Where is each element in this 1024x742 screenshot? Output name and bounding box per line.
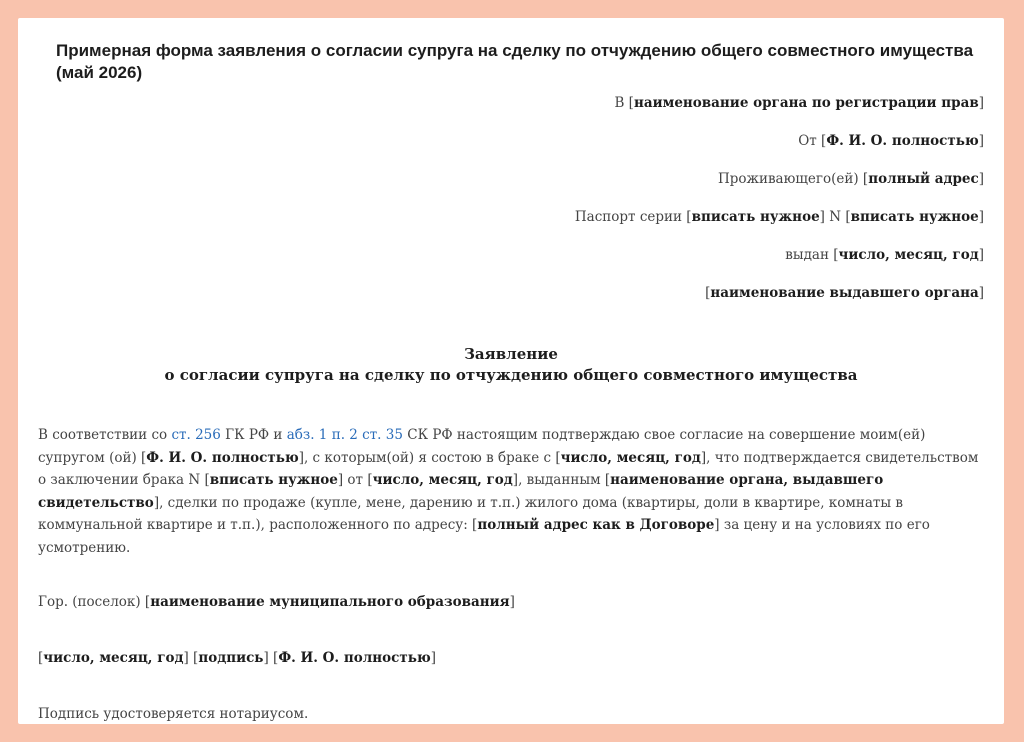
signature-line <box>38 649 984 667</box>
residence-line <box>38 170 984 188</box>
placeholder-text: подпись <box>198 650 264 666</box>
placeholder-text: наименование муниципального образования <box>150 594 510 610</box>
placeholder-text: число, месяц, год <box>560 449 701 466</box>
text: ] <box>978 95 984 111</box>
text: От [ <box>798 133 827 149</box>
placeholder-text: полный адрес как в Договоре <box>477 517 715 533</box>
text: ] от [ <box>337 472 373 488</box>
placeholder-text: Ф. И. О. полностью <box>826 133 979 149</box>
placeholder-text: вписать нужное <box>850 209 979 225</box>
placeholder-text: полный адрес <box>868 171 979 187</box>
text: [ <box>705 285 711 301</box>
text: выдан [ <box>785 247 839 263</box>
issued-date-line <box>38 246 984 264</box>
document <box>38 40 984 723</box>
family-code-link[interactable]: абз. 1 п. 2 ст. 35 <box>286 427 403 443</box>
text: ], сделки по продаже (купле, мене, дарению и т.п.) жилого дома (квартиры, доли в квартире, комнаты в коммунальной квартире и т.п.), расположенного по адресу: [ <box>38 494 903 533</box>
text: ] <box>978 247 984 263</box>
placeholder-text: вписать нужное <box>209 472 338 488</box>
text: ], с которым(ой) я состою в браке с [ <box>298 449 561 466</box>
text: ] <box>978 209 984 225</box>
statement-title: Заявление <box>464 345 558 363</box>
text: ГК РФ и <box>220 427 287 443</box>
sender-line <box>38 132 984 150</box>
text: ] <box>978 133 984 149</box>
placeholder-text: число, месяц, год <box>838 247 979 263</box>
addressee-block <box>38 94 984 302</box>
text: В [ <box>614 95 634 111</box>
placeholder-text: наименование выдавшего органа <box>710 285 979 301</box>
text: Проживающего(ей) [ <box>718 171 869 187</box>
placeholder-text: Ф. И. О. полностью <box>278 650 431 666</box>
statement-heading <box>38 344 984 386</box>
notary-note: Подпись удостоверяется нотариусом. <box>38 706 309 722</box>
placeholder-text: Ф. И. О. полностью <box>146 449 299 466</box>
placeholder-text: число, месяц, год <box>372 472 513 488</box>
text: ], выданным [ <box>512 472 611 488</box>
text: Паспорт серии [ <box>574 209 692 225</box>
placeholder-text: наименование органа, выдавшего свидетельство <box>38 472 884 511</box>
text: СК РФ настоящим подтверждаю свое согласие на совершение моим(ей) супругом (ой) [ <box>38 427 926 466</box>
placeholder-text: число, месяц, год <box>43 650 184 666</box>
passport-line <box>38 208 984 226</box>
city-line <box>38 593 984 611</box>
document-frame <box>18 18 1004 724</box>
text: ] за цену и на условиях по его усмотрению. <box>38 517 930 556</box>
placeholder-text: вписать нужное <box>691 209 820 225</box>
text: ] N [ <box>819 209 851 225</box>
document-title: Примерная форма заявления о согласии супруга на сделку по отчуждению общего совместного имущества (май 2026) <box>56 41 974 82</box>
text: ], что подтверждается свидетельством о заключении брака N [ <box>38 449 979 488</box>
statement-body <box>38 424 984 559</box>
text: Гор. (поселок) [ <box>38 594 151 610</box>
issuer-line <box>38 284 984 302</box>
text: ] <box>978 285 984 301</box>
civil-code-link[interactable]: ст. 256 <box>171 427 221 443</box>
text: ] <box>430 650 436 666</box>
text: ] [ <box>263 650 279 666</box>
statement-subtitle: о согласии супруга на сделку по отчуждению общего совместного имущества <box>164 366 858 384</box>
placeholder-text: наименование органа по регистрации прав <box>633 95 979 111</box>
text: В соответствии со <box>38 427 172 443</box>
text: [ <box>38 650 44 666</box>
text: ] [ <box>183 650 199 666</box>
addressee-line <box>38 94 984 112</box>
text: ] <box>509 594 515 610</box>
text: ] <box>978 171 984 187</box>
